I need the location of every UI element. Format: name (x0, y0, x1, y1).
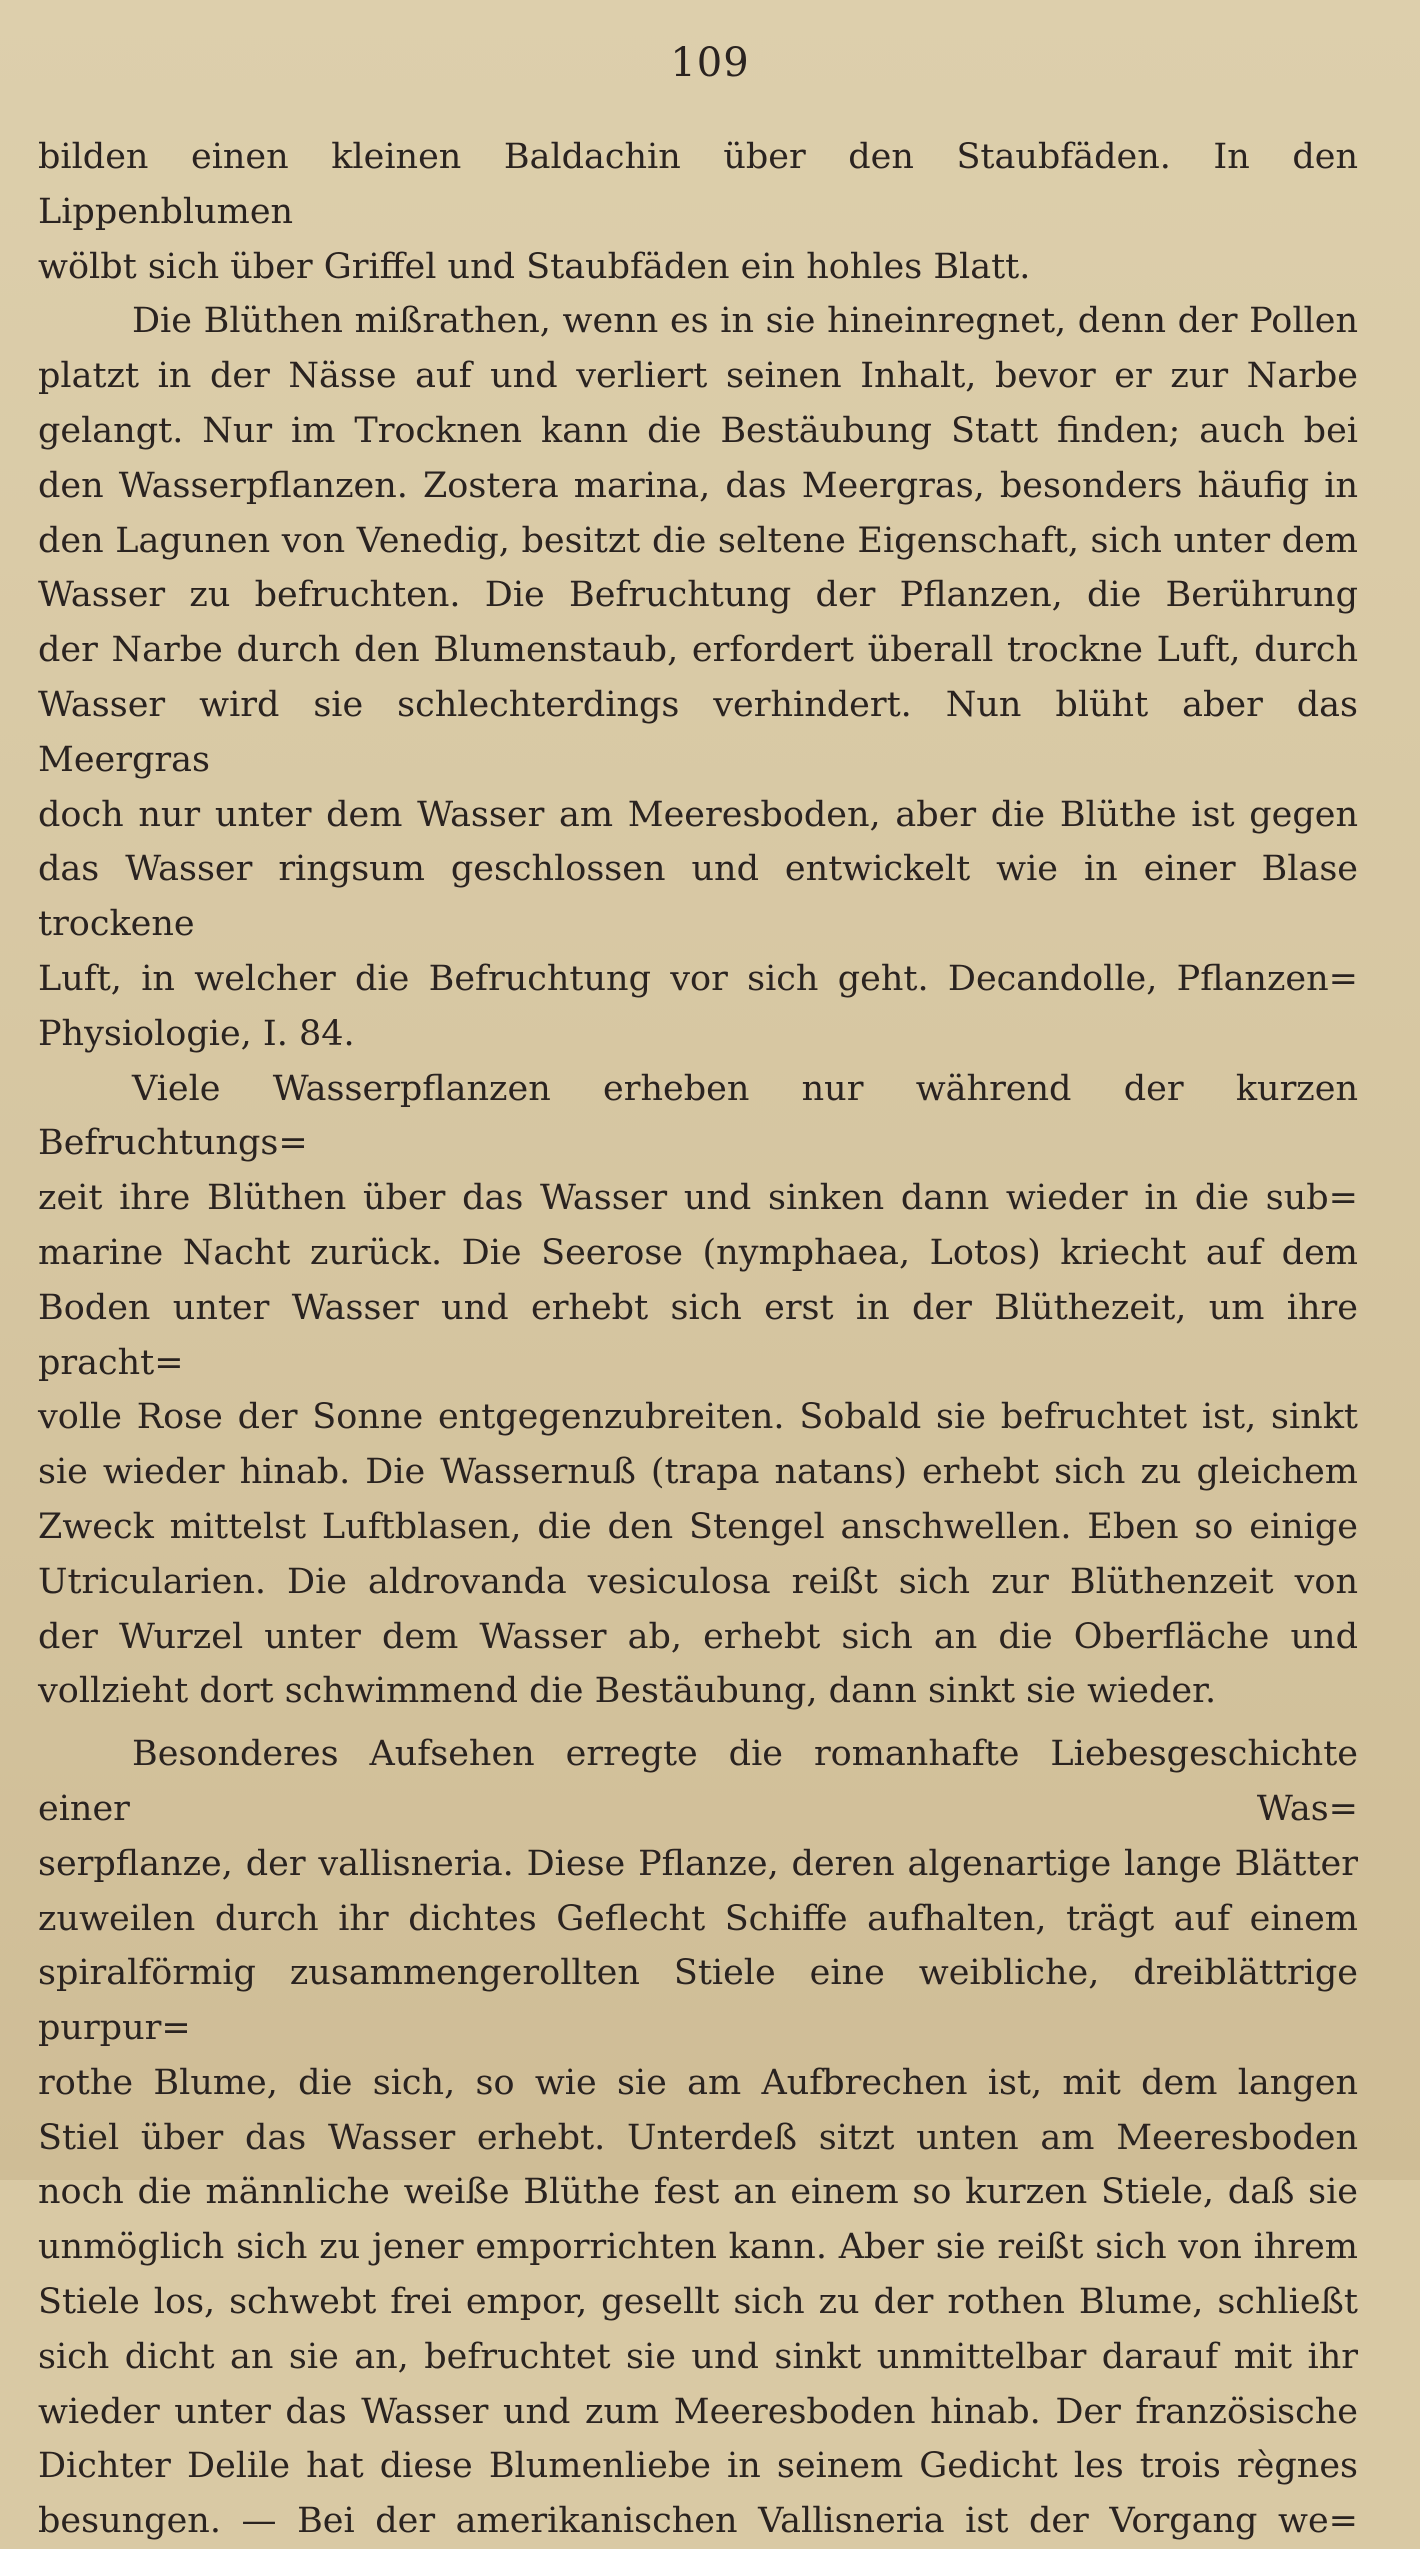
paragraph-gap (38, 1719, 1358, 1727)
paragraph-line: gelangt. Nur im Trocknen kann die Bestäubung Statt finden; auch bei (38, 410, 1358, 451)
paragraph-line: den Lagunen von Venedig, besitzt die seltene Eigenschaft, sich unter dem (38, 520, 1358, 561)
paragraph-line: zuweilen durch ihr dichtes Geflecht Schiffe aufhalten, trägt auf einem (38, 1898, 1358, 1939)
paragraph-line: doch nur unter dem Wasser am Meeresboden, aber die Blüthe ist gegen (38, 794, 1358, 835)
paragraph-line: bilden einen kleinen Baldachin über den Staubfäden. In den Lippenblumen (38, 137, 1358, 232)
paragraph-line: das Wasser ringsum geschlossen und entwickelt wie in einer Blase trockene (38, 849, 1358, 945)
paragraph-line: Luft, in welcher die Befruchtung vor sich geht. Decandolle, Pflanzen= (38, 958, 1358, 999)
paragraph-line: Physiologie, I. 84. (38, 1013, 355, 1054)
paragraph-line: Boden unter Wasser und erhebt sich erst in der Blüthezeit, um ihre pracht= (38, 1287, 1358, 1383)
paragraph-line: Die Blüthen mißrathen, wenn es in sie hineinregnet, denn der Pollen (132, 301, 1358, 342)
paragraph-line: sich dicht an sie an, befruchtet sie und sinkt unmittelbar darauf mit ihr (38, 2336, 1358, 2377)
paragraph-line: noch die männliche weiße Blüthe fest an einem so kurzen Stiele, daß sie (38, 2172, 1358, 2213)
paragraph-line: spiralförmig zusammengerollten Stiele eine weibliche, dreiblättrige purpur= (38, 1953, 1358, 2049)
paragraph-line: marine Nacht zurück. Die Seerose (nymphaea, Lotos) kriecht auf dem (38, 1232, 1358, 1273)
paragraph-line: Wasser zu befruchten. Die Befruchtung der Pflanzen, die Berührung (38, 575, 1358, 616)
paragraph-line: besungen. — Bei der amerikanischen Vallisneria ist der Vorgang we= (38, 2501, 1358, 2542)
body-text (38, 130, 1358, 2549)
paragraph-line: Dichter Delile hat diese Blumenliebe in seinem Gedicht les trois règnes (38, 2446, 1358, 2487)
paragraph-line: den Wasserpflanzen. Zostera marina, das Meergras, besonders häufig in (38, 465, 1358, 506)
paragraph-line: wölbt sich über Griffel und Staubfäden ein hohles Blatt. (38, 246, 1031, 287)
paragraph-line: unmöglich sich zu jener emporrichten kann. Aber sie reißt sich von ihrem (38, 2227, 1358, 2268)
paragraph-line: der Narbe durch den Blumenstaub, erfordert überall trockne Luft, durch (38, 630, 1358, 671)
paragraph-line: platzt in der Nässe auf und verliert seinen Inhalt, bevor er zur Narbe (38, 356, 1358, 397)
paragraph-line: wieder unter das Wasser und zum Meeresboden hinab. Der französische (38, 2391, 1358, 2432)
paragraph-line: Wasser wird sie schlechterdings verhindert. Nun blüht aber das Meergras (38, 684, 1358, 780)
paragraph-line: der Wurzel unter dem Wasser ab, erhebt sich an die Oberfläche und (38, 1616, 1358, 1657)
paragraph-line: Viele Wasserpflanzen erheben nur während der kurzen Befruchtungs= (38, 1068, 1358, 1164)
paragraph-line: serpflanze, der vallisneria. Diese Pflanze, deren algenartige lange Blätter (38, 1843, 1358, 1884)
paragraph-line: Stiel über das Wasser erhebt. Unterdeß sitzt unten am Meeresboden (38, 2117, 1358, 2158)
paragraph-line: Stiele los, schwebt frei empor, gesellt sich zu der rothen Blume, schließt (38, 2282, 1358, 2323)
paragraph-line: Utricularien. Die aldrovanda vesiculosa reißt sich zur Blüthenzeit von (38, 1561, 1358, 1602)
paragraph-line: Zweck mittelst Luftblasen, die den Stengel anschwellen. Eben so einige (38, 1506, 1358, 1547)
paragraph-line: Besonderes Aufsehen erregte die romanhafte Liebesgeschichte einer Was= (38, 1734, 1358, 1829)
paragraph-line: rothe Blume, die sich, so wie sie am Aufbrechen ist, mit dem langen (38, 2062, 1358, 2103)
paragraph-line: zeit ihre Blüthen über das Wasser und sinken dann wieder in die sub= (38, 1178, 1358, 1219)
paragraph-line: sie wieder hinab. Die Wassernuß (trapa natans) erhebt sich zu gleichem (38, 1452, 1358, 1493)
paragraph-line: vollzieht dort schwimmend die Bestäubung, dann sinkt sie wieder. (38, 1671, 1217, 1712)
page-number: 109 (670, 40, 750, 86)
paragraph-line: volle Rose der Sonne entgegenzubreiten. Sobald sie befruchtet ist, sinkt (38, 1397, 1358, 1438)
